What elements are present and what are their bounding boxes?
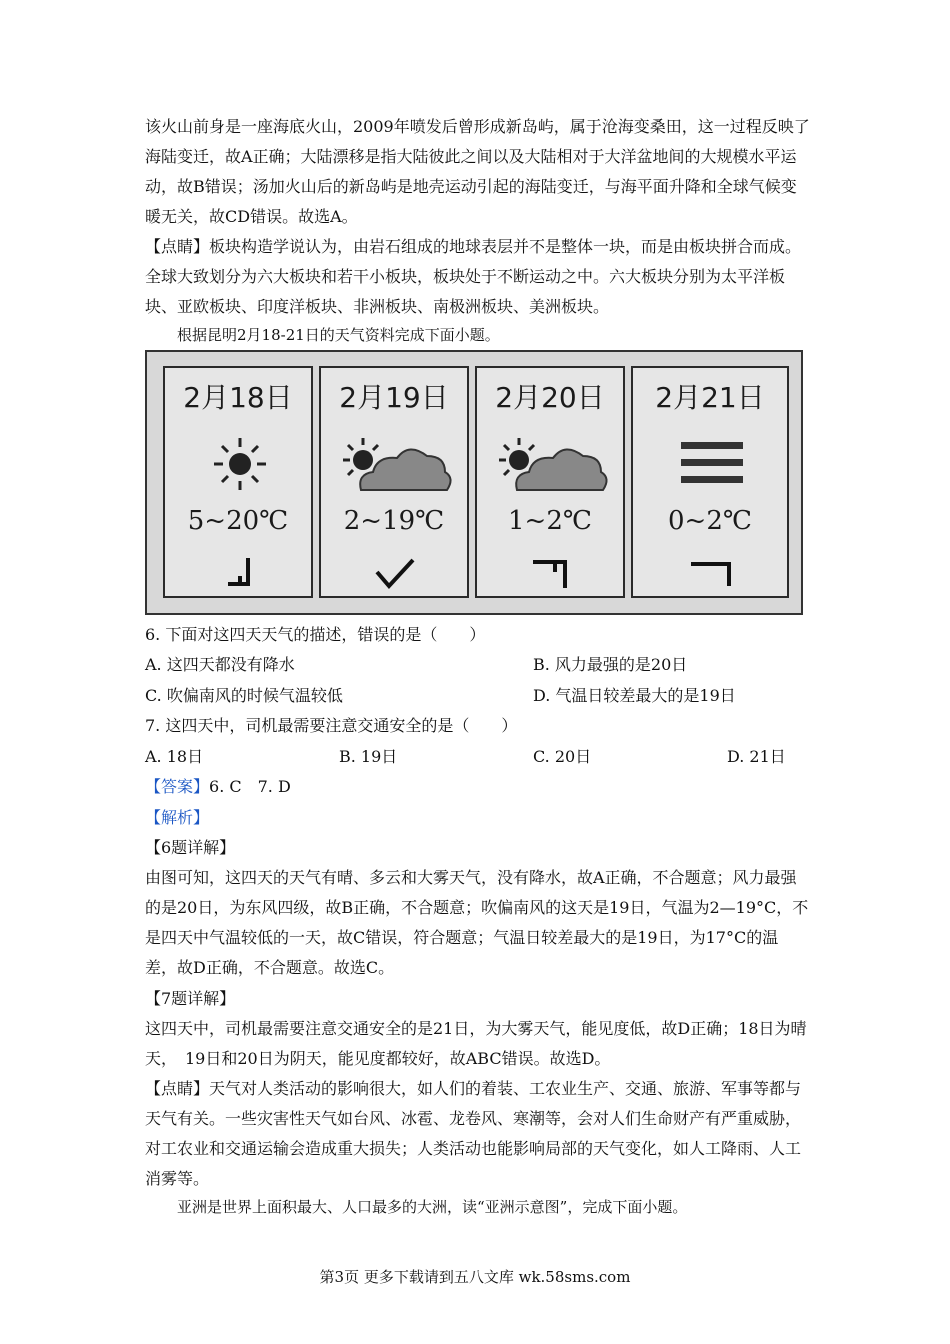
option-b: B. 风力最强的是20日 [533,655,688,674]
panel-date: 2月19日 [339,381,449,414]
option-d: D. 21日 [727,747,786,766]
option-c: C. 吹偏南风的时候气温较低 [145,686,343,705]
wind-symbol-icon [529,554,573,594]
tip-weather [145,1074,810,1194]
sun-cloud-icon [339,434,459,494]
panel-temp: 1~2℃ [508,506,592,536]
weather-panel-20 [475,366,625,598]
option-b: B. 19日 [339,747,398,766]
panel-date: 2月20日 [495,381,605,414]
option-d: D. 气温日较差最大的是19日 [533,686,736,705]
panel-date: 2月21日 [655,381,765,414]
weather-figure [145,350,803,615]
q6-detail-text: 由图可知，这四天的天气有晴、多云和大雾天气，没有降水，故A正确，不合题意；风力最强的是20日，为东风四级，故B正确，不合题意；吹偏南风的这天是19日，气温为2—19°C，不是四天中气温较低的一天，故C错误，符合题意；气温日较差最大的是19日，为17°C的温差，故D正确，不合题意。故选C。 [145,868,809,977]
answer-tag: 【答案】 [145,777,210,796]
tip-tag: 【点睛】 [145,237,210,256]
tip-text: 天气对人类活动的影响很大，如人们的着装、工农业生产、交通、旅游、军事等都与天气有关。一些灾害性天气如台风、冰雹、龙卷风、寒潮等，会对人们生命财产有严重威胁，对工农业和交通运输会造成重大损失；人类活动也能影响局部的天气变化，如人工降雨、人工消雾等。 [145,1079,802,1188]
tip-text: 板块构造学说认为，由岩石组成的地球表层并不是整体一块，而是由板块拼合而成。全球大致划分为六大板块和若干小板块，板块处于不断运动之中。六大板块分别为太平洋板块、亚欧板块、印度洋板块、非洲板块、南极洲板块、美洲板块。 [145,237,802,316]
tip-tag: 【点睛】 [145,1079,210,1098]
sun-icon [210,434,270,494]
panel-temp: 5~20℃ [187,506,289,536]
fog-icon [677,438,747,488]
panel-date: 2月18日 [183,381,293,414]
paragraph-volcano: 该火山前身是一座海底火山，2009年喷发后曾形成新岛屿，属于沧海变桑田，这一过程反映了海陆变迁，故A正确；大陆漂移是指大陆彼此之间以及大陆相对于大洋盆地间的大规模水平运动，故B错误；汤加火山后的新岛屿是地壳运动引起的海陆变迁，与海平面升降和全球气候变暖无关，故CD错误。故选A。 [145,117,810,226]
option-a: A. 这四天都没有降水 [145,655,295,674]
analysis-tag: 【解析】 [145,808,210,827]
sun-cloud-icon [495,434,615,494]
option-c: C. 20日 [533,747,592,766]
page-footer: 第3页 更多下载请到五八文库 wk.58sms.com [319,1268,631,1286]
wind-symbol-icon [220,554,260,594]
q7-detail-title: 【7题详解】 [145,989,236,1008]
question-6-stem: 6. 下面对这四天天气的描述，错误的是（ ） [145,625,486,644]
option-a: A. 18日 [145,747,204,766]
weather-panel-21 [631,366,789,598]
panel-temp: 0~2℃ [668,506,752,536]
asia-intro: 亚洲是世界上面积最大、人口最多的大洲，读“亚洲示意图”，完成下面小题。 [177,1198,688,1216]
wind-symbol-icon [687,554,737,594]
question-7-stem: 7. 这四天中，司机最需要注意交通安全的是（ ） [145,716,518,735]
panel-temp: 2~19℃ [343,506,445,536]
weather-panel-19 [319,366,469,598]
check-wind-icon [373,554,417,594]
paragraph-tip-plates [145,232,810,322]
answer-text: 6. C 7. D [209,777,291,796]
q6-detail-title: 【6题详解】 [145,838,236,857]
q7-detail-text: 这四天中，司机最需要注意交通安全的是21日，为大雾天气，能见度低，故D正确；18日为晴天， 19日和20日为阴天，能见度都较好，故ABC错误。故选D。 [145,1019,807,1068]
weather-panel-18 [163,366,313,598]
weather-intro: 根据昆明2月18-21日的天气资料完成下面小题。 [177,326,500,344]
answer-line [145,772,810,802]
